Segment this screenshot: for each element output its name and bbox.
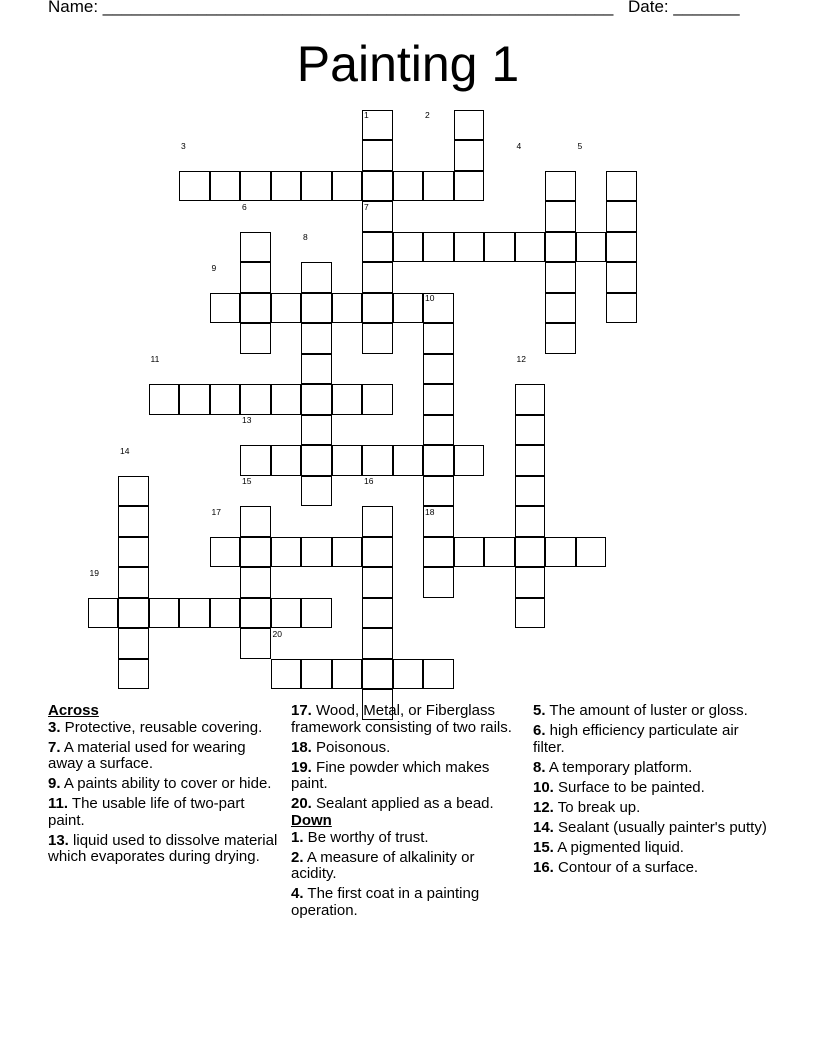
clue-item (291, 760, 516, 793)
grid-cell[interactable] (454, 140, 485, 171)
grid-cell[interactable] (271, 659, 302, 690)
clue-number-label: 5 (577, 140, 583, 151)
clue-number: 8. (533, 758, 546, 776)
grid-cell[interactable] (423, 476, 454, 507)
grid-cell[interactable] (332, 445, 363, 476)
clue-number: 4. (291, 885, 304, 902)
grid-cell[interactable] (240, 262, 271, 293)
clue-item (533, 703, 773, 720)
grid-cell[interactable] (545, 262, 576, 293)
clue-item (533, 840, 773, 857)
clue-list (48, 720, 283, 866)
clue-item (533, 780, 773, 797)
grid-cell[interactable] (454, 171, 485, 202)
grid-cell[interactable] (301, 171, 332, 202)
grid-cell[interactable] (179, 171, 210, 202)
clue-number-label: 14 (120, 445, 130, 456)
grid-cell[interactable] (332, 384, 363, 415)
grid-cell[interactable] (576, 537, 607, 568)
grid-cell[interactable] (606, 262, 637, 293)
down-heading: Down (291, 812, 332, 829)
clue-text: A measure of alkalinity or acidity. (291, 848, 475, 882)
clue-text: Be worthy of trust. (303, 828, 429, 846)
grid-cell[interactable] (301, 476, 332, 507)
grid-cell[interactable] (362, 140, 393, 171)
grid-cell[interactable] (362, 567, 393, 598)
clue-text: A temporary platform. (545, 758, 693, 776)
grid-cell[interactable] (179, 598, 210, 629)
clue-text: The usable life of two-part paint. (48, 795, 245, 829)
clue-number-label: 7 (364, 201, 369, 212)
clue-item (291, 850, 516, 883)
grid-cell[interactable] (545, 323, 576, 354)
grid-cell[interactable] (301, 415, 332, 446)
clue-number-label: 17 (211, 506, 221, 517)
grid-cell[interactable] (271, 445, 302, 476)
clue-item (533, 760, 773, 777)
clue-text: The amount of luster or gloss. (545, 702, 748, 719)
clue-number: 20. (291, 795, 312, 812)
grid-cell[interactable] (118, 567, 149, 598)
grid-cell[interactable] (423, 567, 454, 598)
grid-cell[interactable] (240, 171, 271, 202)
clue-number: 18. (291, 738, 312, 756)
grid-cell[interactable] (240, 537, 271, 568)
grid-cell[interactable] (423, 659, 454, 690)
grid-cell[interactable] (454, 537, 485, 568)
grid-cell[interactable] (240, 628, 271, 659)
clue-list (533, 703, 773, 876)
clue-item (48, 833, 283, 866)
grid-cell[interactable] (118, 628, 149, 659)
grid-cell[interactable] (301, 293, 332, 324)
clue-number: 2. (291, 848, 304, 866)
grid-cell[interactable] (332, 659, 363, 690)
grid-cell[interactable] (149, 598, 180, 629)
clue-number-label: 13 (242, 415, 252, 425)
clue-number: 3. (48, 718, 61, 736)
grid-cell[interactable] (118, 506, 149, 537)
clue-number-label: 6 (242, 201, 247, 212)
clue-number: 13. (48, 831, 69, 849)
clue-text: A material used for wearing away a surface. (48, 738, 246, 772)
clue-number-label: 20 (272, 628, 282, 639)
clue-text: Contour of a surface. (553, 858, 699, 876)
clue-number-label: 10 (425, 293, 435, 303)
grid-cell[interactable] (179, 384, 210, 415)
grid-cell[interactable] (515, 445, 546, 476)
grid-cell[interactable] (515, 384, 546, 415)
grid-cell[interactable] (240, 567, 271, 598)
grid-cell[interactable] (271, 537, 302, 568)
clue-item (48, 720, 283, 737)
clue-number: 11. (48, 795, 69, 812)
clue-item (291, 703, 516, 736)
clue-item (533, 820, 773, 837)
grid-cell[interactable] (301, 354, 332, 385)
clue-text: liquid used to dissolve material which evaporates during drying. (48, 831, 278, 865)
clue-number-label: 11 (150, 354, 160, 364)
page-title: Painting 1 (296, 36, 520, 92)
clue-number-label: 8 (303, 232, 308, 242)
clue-number: 16. (533, 858, 554, 876)
grid-cell[interactable] (545, 537, 576, 568)
grid-cell[interactable] (362, 323, 393, 354)
grid-cell[interactable] (301, 262, 332, 293)
grid-cell[interactable] (362, 659, 393, 690)
clue-number-label: 3 (181, 140, 186, 151)
grid-cell[interactable] (393, 232, 424, 263)
clue-text: To break up. (553, 798, 641, 816)
grid-cell[interactable] (332, 293, 363, 324)
clue-item (291, 886, 516, 919)
grid-cell[interactable] (362, 445, 393, 476)
grid-cell[interactable] (423, 384, 454, 415)
grid-cell[interactable] (545, 293, 576, 324)
clue-number-label: 2 (425, 110, 430, 120)
clue-text: Sealant applied as a bead. (311, 795, 494, 812)
grid-cell[interactable] (606, 171, 637, 202)
clue-text: Fine powder which makes paint. (291, 758, 490, 792)
clue-text: A pigmented liquid. (553, 838, 684, 856)
clue-list (291, 830, 516, 920)
grid-cell[interactable] (210, 598, 241, 629)
clue-number: 15. (533, 838, 554, 856)
grid-cell[interactable] (515, 232, 546, 263)
clue-number-label: 16 (364, 476, 374, 486)
grid-cell[interactable] (118, 659, 149, 690)
grid-cell[interactable] (271, 384, 302, 415)
clue-item (533, 800, 773, 817)
grid-cell[interactable] (423, 171, 454, 202)
grid-cell[interactable] (301, 384, 332, 415)
clue-number: 12. (533, 798, 554, 816)
clue-text: Poisonous. (311, 738, 391, 756)
clue-number-label: 19 (89, 567, 99, 578)
grid-cell[interactable] (423, 354, 454, 385)
grid-cell[interactable] (118, 476, 149, 507)
clue-number-label: 4 (516, 140, 522, 151)
grid-cell[interactable] (301, 445, 332, 476)
grid-cell[interactable] (210, 384, 241, 415)
grid-cell[interactable] (454, 110, 485, 141)
grid-cell[interactable] (515, 476, 546, 507)
across-heading: Across (48, 702, 99, 719)
clue-item (48, 796, 283, 829)
grid-cell[interactable] (423, 232, 454, 263)
grid-cell[interactable] (210, 537, 241, 568)
clue-item (533, 723, 773, 756)
grid-cell[interactable] (149, 384, 180, 415)
grid-cell[interactable] (362, 171, 393, 202)
grid-cell[interactable] (240, 323, 271, 354)
clue-number: 6. (533, 722, 546, 739)
clue-item (48, 740, 283, 773)
grid-cell[interactable] (423, 537, 454, 568)
clue-number: 9. (48, 775, 61, 792)
clues-column-2 (291, 703, 516, 923)
grid-cell[interactable] (484, 537, 515, 568)
grid-cell[interactable] (118, 537, 149, 568)
grid-cell[interactable] (423, 323, 454, 354)
clue-number: 1. (291, 828, 304, 846)
grid-cell[interactable] (118, 598, 149, 629)
clue-number-label: 18 (425, 506, 435, 517)
grid-cell[interactable] (210, 293, 241, 324)
grid-cell[interactable] (454, 445, 485, 476)
grid-cell[interactable] (515, 598, 546, 629)
clue-number: 14. (533, 818, 554, 836)
grid-cell[interactable] (240, 232, 271, 263)
clue-number-label: 9 (211, 262, 217, 273)
clue-text: The first coat in a painting operation. (291, 885, 480, 919)
grid-cell[interactable] (515, 537, 546, 568)
grid-cell[interactable] (545, 232, 576, 263)
grid-cell[interactable] (271, 171, 302, 202)
clue-number: 10. (533, 778, 554, 796)
grid-cell[interactable] (271, 293, 302, 324)
grid-cell[interactable] (362, 232, 393, 263)
grid-cell[interactable] (88, 598, 119, 629)
grid-cell[interactable] (515, 506, 546, 537)
clue-item (291, 830, 516, 847)
grid-cell[interactable] (271, 598, 302, 629)
clue-item (291, 796, 516, 813)
grid-cell[interactable] (332, 537, 363, 568)
grid-cell[interactable] (332, 171, 363, 202)
grid-cell[interactable] (362, 628, 393, 659)
grid-cell[interactable] (545, 171, 576, 202)
grid-cell[interactable] (301, 659, 332, 690)
clue-text: Protective, reusable covering. (60, 718, 263, 736)
grid-cell[interactable] (301, 537, 332, 568)
grid-cell[interactable] (576, 232, 607, 263)
grid-cell[interactable] (515, 415, 546, 446)
grid-cell[interactable] (210, 171, 241, 202)
clue-number: 5. (533, 702, 546, 719)
clue-list (291, 703, 516, 813)
grid-cell[interactable] (362, 506, 393, 537)
grid-cell[interactable] (606, 201, 637, 232)
grid-cell[interactable] (423, 415, 454, 446)
clue-number-label: 12 (516, 354, 526, 364)
clue-number: 17. (291, 702, 312, 719)
clue-text: high efficiency particulate air filter. (533, 722, 739, 756)
grid-cell[interactable] (393, 445, 424, 476)
clues-column-1 (48, 703, 283, 869)
clue-item (533, 860, 773, 877)
grid-cell[interactable] (545, 201, 576, 232)
grid-cell[interactable] (362, 262, 393, 293)
date-field[interactable]: Date: _______ (628, 0, 740, 16)
clue-item (291, 740, 516, 757)
grid-cell[interactable] (393, 659, 424, 690)
grid-cell[interactable] (393, 293, 424, 324)
clue-text: Wood, Metal, or Fiberglass framework consisting of two rails. (291, 702, 512, 736)
grid-cell[interactable] (301, 323, 332, 354)
grid-cell[interactable] (240, 293, 271, 324)
grid-cell[interactable] (362, 293, 393, 324)
grid-cell[interactable] (606, 293, 637, 324)
clue-text: A paints ability to cover or hide. (60, 775, 272, 792)
grid-cell[interactable] (362, 537, 393, 568)
grid-cell[interactable] (606, 232, 637, 263)
clues-column-3 (533, 703, 773, 880)
grid-cell[interactable] (240, 384, 271, 415)
clue-number: 19. (291, 758, 312, 776)
grid-cell[interactable] (423, 445, 454, 476)
clue-text: Sealant (usually painter's putty) (553, 818, 767, 836)
grid-cell[interactable] (362, 384, 393, 415)
grid-cell[interactable] (393, 171, 424, 202)
clue-item (48, 776, 283, 793)
grid-cell[interactable] (484, 232, 515, 263)
grid-cell[interactable] (301, 598, 332, 629)
grid-cell[interactable] (240, 598, 271, 629)
grid-cell[interactable] (454, 232, 485, 263)
clue-number-label: 15 (242, 476, 252, 486)
grid-cell[interactable] (362, 598, 393, 629)
grid-cell[interactable] (240, 506, 271, 537)
clue-text: Surface to be painted. (553, 778, 705, 796)
grid-cell[interactable] (515, 567, 546, 598)
grid-cell[interactable] (240, 445, 271, 476)
clue-number-label: 1 (364, 110, 369, 120)
name-field[interactable]: Name: ______________________________________________________ (48, 0, 614, 16)
clue-number: 7. (48, 738, 61, 756)
